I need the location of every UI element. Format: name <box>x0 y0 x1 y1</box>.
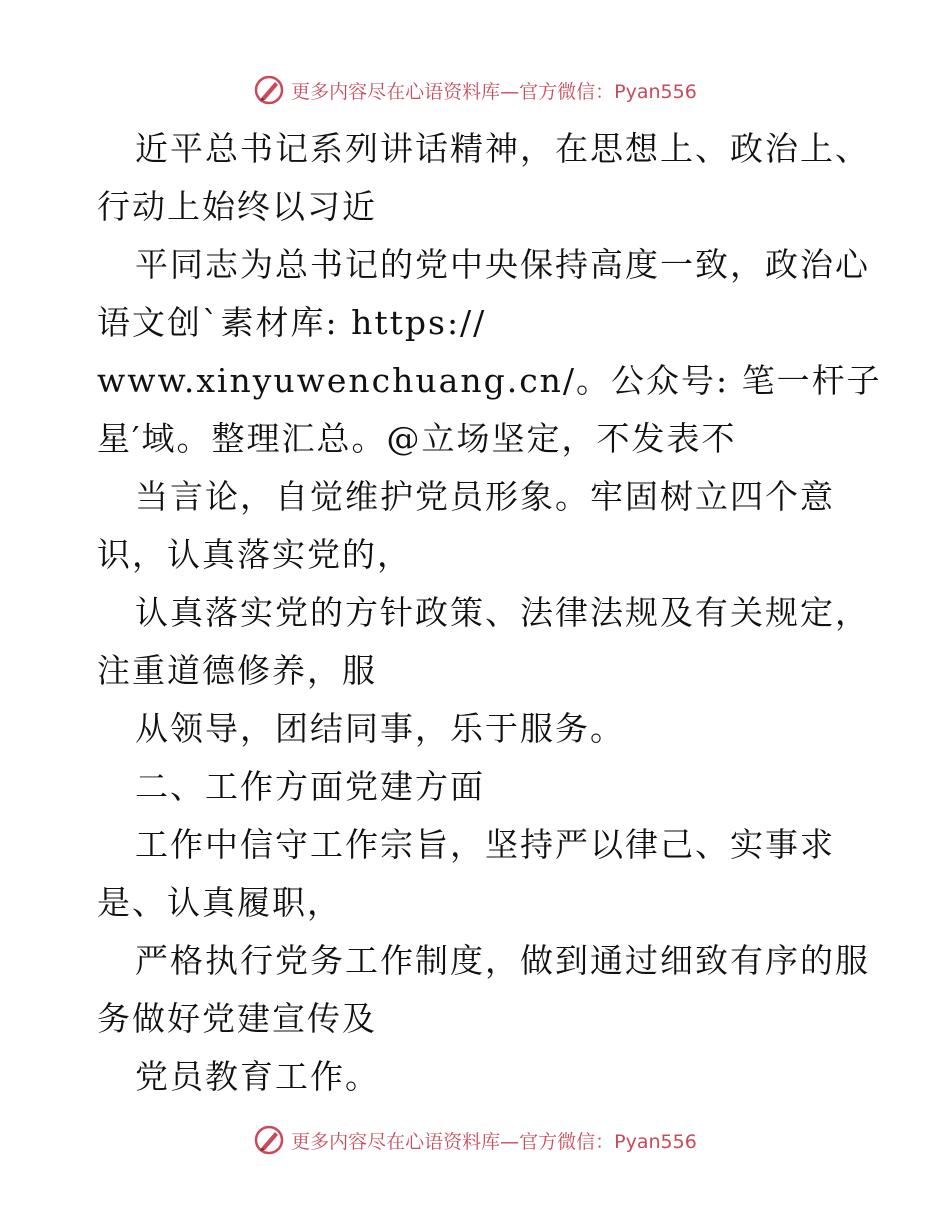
text-line: 从领导，团结同事，乐于服务。 <box>135 709 625 748</box>
pen-logo-icon <box>253 74 285 106</box>
section-heading: 二、工作方面党建方面 <box>135 767 485 806</box>
header-watermark-banner <box>0 70 950 110</box>
header-watermark-text: 更多内容尽在心语资料库—官方微信：Pyan556 <box>291 80 697 103</box>
text-line: 近平总书记系列讲话精神，在思想上、政治上、 <box>135 129 870 168</box>
document-body <box>97 120 882 1106</box>
text-line: 党员教育工作。 <box>135 1057 380 1096</box>
text-line: 工作中信守工作宗旨，坚持严以律己、实事求 <box>135 825 835 864</box>
text-line: 注重道德修养，服 <box>97 651 377 690</box>
pen-logo-icon <box>253 1124 285 1156</box>
text-line: 务做好党建宣传及 <box>97 999 377 1038</box>
text-line: 当言论，自觉维护党员形象。牢固树立四个意 <box>135 477 835 516</box>
footer-watermark-text: 更多内容尽在心语资料库—官方微信：Pyan556 <box>291 1130 697 1153</box>
text-line: 识，认真落实党的， <box>97 535 412 574</box>
text-line: 是、认真履职， <box>97 883 342 922</box>
text-line: 行动上始终以习近 <box>97 187 377 226</box>
footer-watermark-banner <box>0 1120 950 1160</box>
text-line: www.xinyuwenchuang.cn/。公众号: 笔一杆子 <box>97 361 882 400</box>
text-line: 语文创`素材库: https:// <box>97 303 487 342</box>
text-line: 认真落实党的方针政策、法律法规及有关规定， <box>135 593 870 632</box>
text-line: 严格执行党务工作制度，做到通过细致有序的服 <box>135 941 870 980</box>
text-line: 星′域。整理汇总。@立场坚定，不发表不 <box>97 419 737 458</box>
text-line: 平同志为总书记的党中央保持高度一致，政治心 <box>135 245 870 284</box>
